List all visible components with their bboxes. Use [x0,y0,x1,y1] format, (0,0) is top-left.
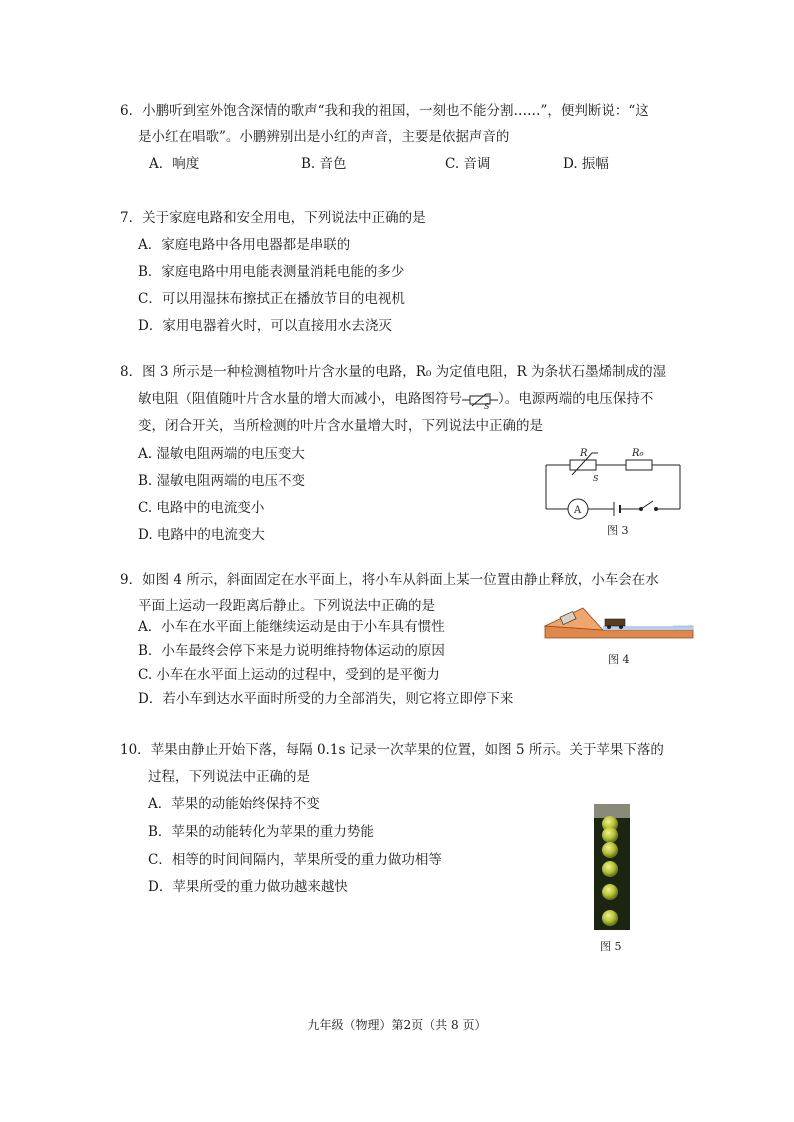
q7-option-b[interactable]: B．家庭电路中用电能表测量消耗电能的多少 [138,264,405,280]
apple-position-2 [602,827,618,843]
page-footer: 九年级（物理）第2页（共 8 页） [307,1018,487,1032]
q7-option-d[interactable]: D．家用电器着火时，可以直接用水去浇灭 [138,318,392,334]
figure-3-caption: 图 3 [607,524,629,537]
q9-option-b[interactable]: B．小车最终会停下来是力说明维持物体运动的原因 [138,643,445,659]
q6-stem-line1: 6．小鹏听到室外饱含深情的歌声“我和我的祖国，一刻也不能分割……”，便判断说：“这 [120,103,649,119]
q8-option-c[interactable]: C. 电路中的电流变小 [138,500,265,516]
q8-stem-line2-part2: ）。电源两端的电压保持不 [498,391,654,407]
q9-option-c[interactable]: C. 小车在水平面上运动的过程中，受到的是平衡力 [138,667,440,683]
circuit-diagram [540,445,690,520]
q8-stem-line2 [138,389,653,409]
apple-position-5 [602,884,618,900]
apple-position-3 [602,842,618,858]
apple-position-4 [602,861,618,877]
incline-figure [543,604,695,644]
fixed-resistor [626,460,652,470]
q6-option-c[interactable]: C. 音调 [445,156,491,172]
label-r0: R₀ [632,448,644,459]
q8-stem-line1: 8．图 3 所示是一种检测植物叶片含水量的电路，R₀ 为定值电阻，R 为条状石墨烯制成的湿 [120,364,667,380]
q7-option-a[interactable]: A．家庭电路中各用电器都是串联的 [138,237,351,253]
symbol-s-label: S [484,401,490,409]
q10-option-c[interactable]: C．相等的时间间隔内，苹果所受的重力做功相等 [148,852,442,868]
switch-lever [641,501,653,509]
q8-option-b[interactable]: B. 湿敏电阻两端的电压不变 [138,473,306,489]
q10-stem-line1: 10．苹果由静止开始下落，每隔 0.1s 记录一次苹果的位置，如图 5 所示。关于苹果下落的 [120,742,664,758]
figure-4-caption: 图 4 [608,653,630,666]
q6-option-b[interactable]: B. 音色 [301,156,347,172]
q8-option-a[interactable]: A. 湿敏电阻两端的电压变大 [138,446,305,462]
q9-stem-line1: 9．如图 4 所示，斜面固定在水平面上，将小车从斜面上某一位置由静止释放，小车会在水 [120,572,659,588]
humidity-resistor [570,460,596,470]
q6-options [149,154,609,174]
apple-position-6 [602,910,618,926]
q10-option-d[interactable]: D．苹果所受的重力做功越来越快 [148,879,348,895]
q6-option-a[interactable]: A．响度 [149,156,200,172]
humidity-resistor-symbol-icon [462,391,498,409]
q9-option-d[interactable]: D．若小车到达水平面时所受的力全部消失，则它将立即停下来 [138,691,514,707]
q10-option-a[interactable]: A．苹果的动能始终保持不变 [148,796,320,812]
label-s: S [593,474,599,483]
q10-stem-line2: 过程，下列说法中正确的是 [148,769,310,785]
label-r: R [580,448,588,459]
q6-stem-line2: 是小红在唱歌”。小鹏辨别出是小红的声音，主要是依据声音的 [138,129,510,145]
falling-apple-photo [594,804,630,930]
q9-option-a[interactable]: A．小车在水平面上能继续运动是由于小车具有惯性 [138,619,445,635]
q8-option-d[interactable]: D. 电路中的电流变大 [138,527,265,543]
figure-5-caption: 图 5 [600,940,622,953]
q7-stem: 7．关于家庭电路和安全用电，下列说法中正确的是 [120,210,426,226]
q8-stem-line2-part1: 敏电阻（阻值随叶片含水量的增大而减小，电路图符号 [138,391,462,407]
q6-option-d[interactable]: D. 振幅 [563,156,609,172]
q9-stem-line2: 平面上运动一段距离后静止。下列说法中正确的是 [138,598,435,614]
ammeter-label: A [574,505,582,516]
q10-option-b[interactable]: B．苹果的动能转化为苹果的重力势能 [148,824,374,840]
q7-option-c[interactable]: C．可以用湿抹布擦拭正在播放节目的电视机 [138,291,405,307]
q8-stem-line3: 变，闭合开关，当所检测的叶片含水量增大时，下列说法中正确的是 [138,418,543,434]
